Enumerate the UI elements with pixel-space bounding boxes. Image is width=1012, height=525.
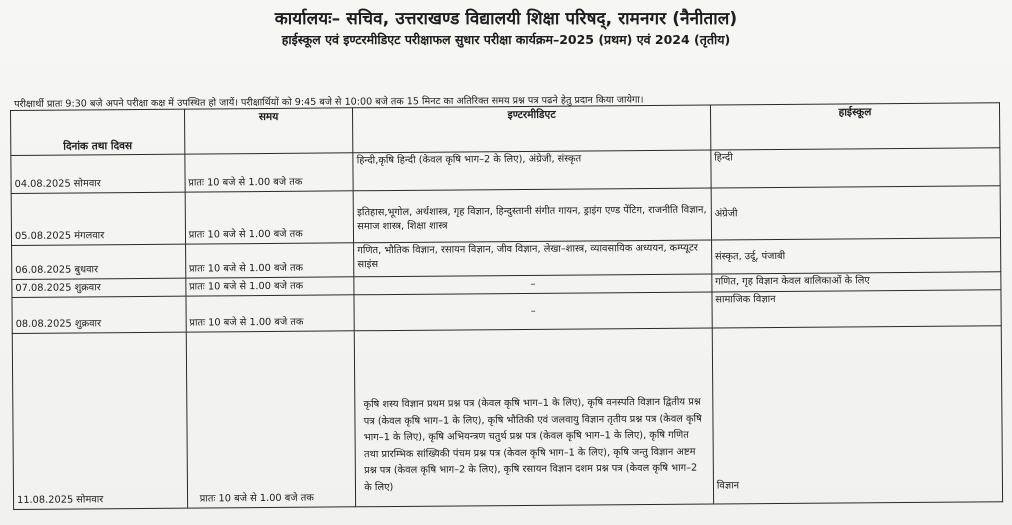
row-time: प्रातः 10 बजे से 1.00 बजे तक [185, 191, 354, 244]
header-highschool: हाईस्कूल [710, 103, 1000, 150]
row-highschool: संस्कृत, उर्दू, पंजाबी [711, 238, 1000, 274]
row-time: प्रातः 10 बजे से 1.00 बजे तक [185, 243, 354, 278]
schedule-table [10, 102, 1003, 522]
office-heading: कार्यालयः– सचिव, उत्तराखण्ड विद्यालयी शिक्षा परिषद्, रामनगर (नैनीताल) [274, 9, 738, 29]
table-row [12, 326, 1002, 510]
row-time: प्रातः 10 बजे से 1.00 बजे तक [186, 295, 355, 332]
table-header-row [11, 103, 1000, 156]
row-highschool: सामाजिक विज्ञान [712, 290, 1001, 328]
row-date: 05.08.2025 मंगलवार [11, 192, 185, 245]
header-time: समय [184, 108, 353, 154]
row-date: 04.08.2025 सोमवार [11, 154, 185, 193]
row-time: प्रातः 10 बजे से 1.00 बजे तक [185, 153, 354, 192]
row-time: प्रातः 10 बजे से 1.00 बजे तक [186, 331, 356, 508]
row-intermediate: हिन्दी,कृषि हिन्दी (केवल कृषि भाग–2 के लिए), अंग्रेजी, संस्कृत [353, 150, 711, 191]
row-highschool: अंग्रेजी [711, 186, 1001, 240]
exam-subtitle: हाईस्कूल एवं इण्टरमीडिएट परीक्षाफल सुधार परीक्षा कार्यक्रम–2025 (प्रथम) एवं 2024 (तृतीय) [281, 32, 731, 47]
row-intermediate: – [354, 292, 712, 331]
table-row [11, 186, 1000, 246]
row-intermediate: कृषि शस्य विज्ञान प्रथम प्रश्न पत्र (केवल कृषि भाग–1 के लिए), कृषि वनस्पति विज्ञान द्वितीय प्रश्न पत्र (केवल कृषि भाग–1 के लिए), कृषि भौतिकी एवं जलवायु विज्ञान तृतीय प्रश्न पत्र (केवल कृषि भाग–1 के लिए), कृषि अभियन्त्रण चतुर्थ प्रश्न पत्र (केवल कृषि भाग–1 के लिए), कृषि गणित तथा प्रारम्भिक सांख्यिकी पंचम प्रश्न पत्र (केवल कृषि भाग–1 के लिए), कृषि जन्तु विज्ञान अष्टम प्रश्न पत्र (केवल कृषि भाग–2 के लिए), कृषि रसायन विज्ञान दशम प्रश्न पत्र (केवल कृषि भाग–2 के लिए) [355, 328, 714, 507]
reporting-note: परीक्षार्थी प्रातः 9:30 बजे अपने परीक्षा कक्ष में उपस्थित हो जायें। परीक्षार्थियों को 9:45 बजे से 10:00 बजे तक 15 मिनट का अतिरिक्त समय प्रश्न पत्र पढने हेतु प्रदान किया जायेगा। [14, 94, 644, 110]
row-highschool: गणित, गृह विज्ञान केवल बालिकाओं के लिए [712, 272, 1001, 292]
row-date: 08.08.2025 शुक्रवार [12, 296, 186, 333]
row-intermediate: इतिहास,भूगोल, अर्थशास्त्र, गृह विज्ञान, हिन्दुस्तानी संगीत गायन, ड्राइंग एण्ड पेंटिग, राजनीति विज्ञान, समाज शास्त्र, शिक्षा शास्त्र [353, 188, 711, 243]
row-intermediate: – [354, 274, 712, 295]
row-date: 07.08.2025 शुक्रवार [12, 278, 186, 297]
row-date: 11.08.2025 सोमवार [12, 332, 187, 509]
row-highschool: विज्ञान [712, 326, 1003, 504]
header-intermediate: इण्टरमीडिएट [353, 105, 711, 153]
row-date: 06.08.2025 बुधवार [12, 244, 186, 279]
row-time: प्रातः 10 बजे से 1.00 बजे तक [186, 277, 355, 296]
row-highschool: हिन्दी [711, 148, 1000, 188]
header-date: दिनांक तथा दिवस [11, 109, 185, 155]
row-intermediate: गणित, भौतिक विज्ञान, रसायन विज्ञान, जीव विज्ञान, लेखा–शास्त्र, व्यावसायिक अध्ययन, कम्प्यूटर साइंस [354, 240, 712, 277]
